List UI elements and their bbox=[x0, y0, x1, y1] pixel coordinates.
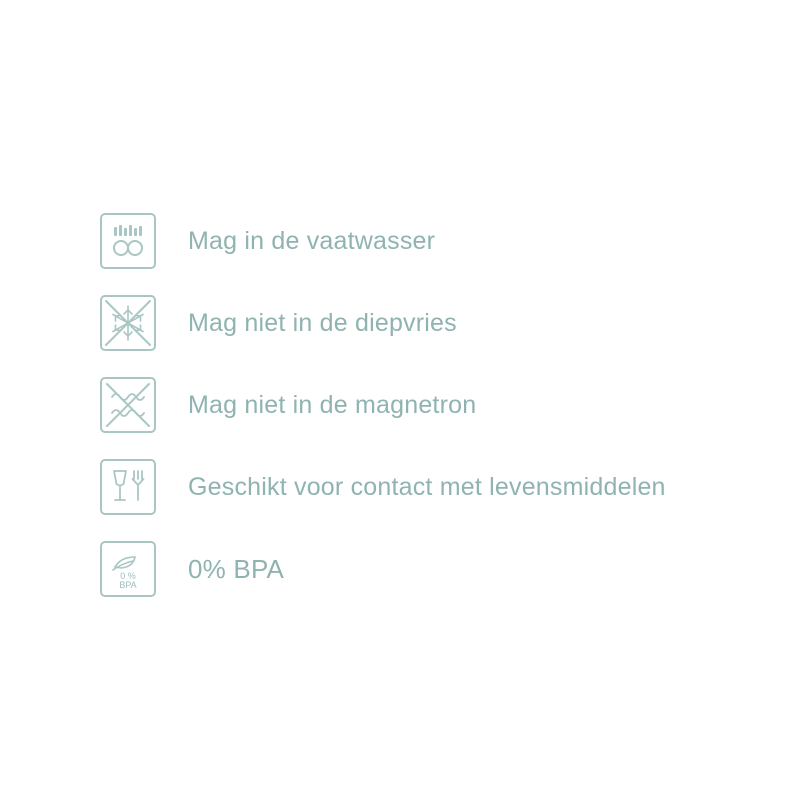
bpa-badge-text bbox=[102, 572, 154, 590]
not-microwave-safe-icon bbox=[100, 377, 156, 433]
bpa-label-line: BPA bbox=[119, 580, 137, 590]
icon-legend-list bbox=[100, 200, 740, 610]
list-item bbox=[100, 200, 740, 282]
list-item bbox=[100, 446, 740, 528]
list-item bbox=[100, 282, 740, 364]
list-item-label: Mag niet in de diepvries bbox=[188, 308, 457, 337]
list-item bbox=[100, 528, 740, 610]
not-freezer-safe-icon bbox=[100, 295, 156, 351]
dishwasher-safe-icon bbox=[100, 213, 156, 269]
list-item-label: 0% BPA bbox=[188, 554, 285, 584]
list-item bbox=[100, 364, 740, 446]
list-item-label: Geschikt voor contact met levensmiddelen bbox=[188, 472, 666, 501]
bpa-free-icon bbox=[100, 541, 156, 597]
list-item-label: Mag in de vaatwasser bbox=[188, 226, 436, 255]
bpa-percent-line: 0 % bbox=[120, 571, 136, 581]
food-safe-glass-fork-icon bbox=[100, 459, 156, 515]
list-item-label: Mag niet in de magnetron bbox=[188, 390, 477, 419]
